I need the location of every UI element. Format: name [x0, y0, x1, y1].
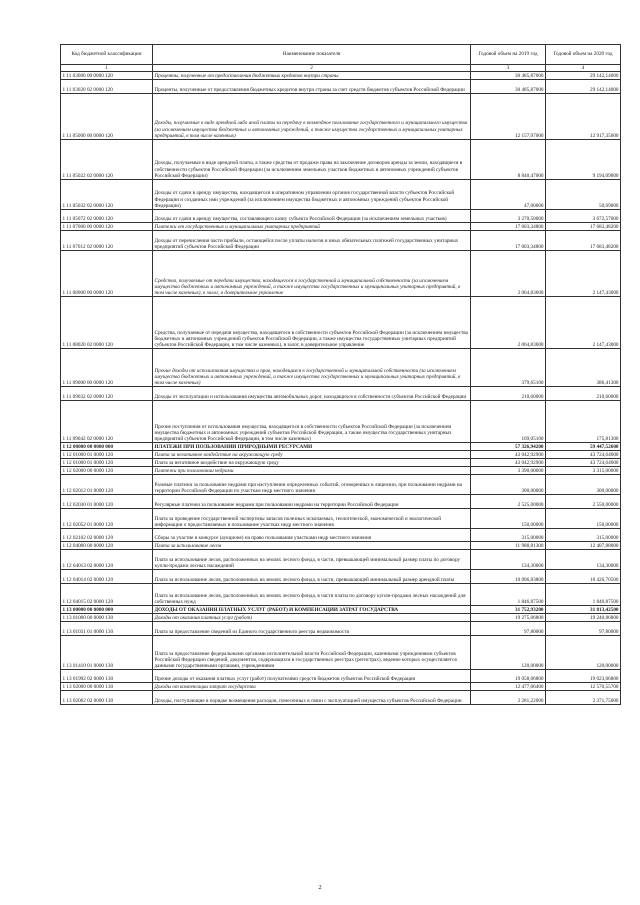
row-code: 1 12 00000 00 0000 000 — [61, 443, 153, 451]
row-name: Доходы от сдачи в аренду имущества, находящегося в оперативном управлении органов государственной власти субъектов Российской Федерации и созданных ими учреждений (за исключением имущества бюджетных и автономных учреждений субъектов Российской Федерации) — [153, 180, 471, 210]
row-value-2020: 19 240,86800 — [546, 614, 621, 622]
row-value-2020: 300,00000 — [546, 475, 621, 495]
row-value-2019: 43 042,92900 — [471, 451, 546, 459]
table-row — [61, 570, 621, 584]
row-value-2019: 47,00000 — [471, 180, 546, 210]
row-name: Доходы от перечисления части прибыли, остающейся после уплаты налогов и иных обязательных платежей государственных унитарных предприятий субъектов Российской Федерации — [153, 231, 471, 251]
row-name: Плата за негативное воздействие на окружающую среду — [153, 459, 471, 467]
row-value-2019: 1 846,87500 — [471, 584, 546, 606]
row-value-2019: 57 326,94200 — [471, 443, 546, 451]
row-code: 1 13 01031 01 0000 130 — [61, 622, 153, 636]
table-row — [61, 606, 621, 614]
row-code: 1 11 07012 02 0000 120 — [61, 231, 153, 251]
row-value-2020: 2 371,75000 — [546, 691, 621, 705]
row-name: Сборы за участие в конкурсе (аукционе) на право пользования участками недр местного значения — [153, 529, 471, 542]
row-value-2019: 12 477,06400 — [471, 683, 546, 691]
row-value-2019: 11 988,81300 — [471, 542, 546, 550]
row-value-2019: 134,30000 — [471, 550, 546, 570]
column-header-2020: Годовой объем на 2020 год — [546, 45, 621, 65]
row-value-2019: 300,00000 — [471, 475, 546, 495]
table-row — [61, 180, 621, 210]
row-code: 1 12 01000 01 0000 120 — [61, 459, 153, 467]
row-code: 1 12 01000 01 0000 120 — [61, 451, 153, 459]
row-code: 1 12 04000 00 0000 120 — [61, 542, 153, 550]
table-row — [61, 622, 621, 636]
row-code: 1 11 09032 02 0000 120 — [61, 387, 153, 401]
row-code: 1 11 08020 02 0000 120 — [61, 297, 153, 349]
row-name: Прочие поступления от использования имущества, находящегося в собственности субъектов Российской Федерации (за исключением имущества бюджетных и автономных учреждений субъектов Российской Федерации, а также имущества государственных унитарных предприятий субъектов Российской Федерации, в том числе казенных) — [153, 401, 471, 443]
row-name: Плата за использование лесов — [153, 542, 471, 550]
row-code: 1 11 05022 02 0000 120 — [61, 140, 153, 180]
row-value-2019: 3 390,00000 — [471, 467, 546, 475]
row-value-2019: 43 042,92900 — [471, 459, 546, 467]
row-value-2020: 120,00000 — [546, 636, 621, 670]
table-row — [61, 231, 621, 251]
column-number-1: 1 — [61, 65, 153, 72]
row-code: 1 11 05032 02 0000 120 — [61, 180, 153, 210]
table-row — [61, 584, 621, 606]
row-code: 1 11 07000 00 0000 120 — [61, 223, 153, 231]
table-row — [61, 443, 621, 451]
row-value-2020: 12 917,35000 — [546, 94, 621, 140]
table-row — [61, 475, 621, 495]
row-value-2020: 31 813,42500 — [546, 606, 621, 614]
row-value-2020: 29 142,14000 — [546, 80, 621, 94]
row-code: 1 13 02000 00 0000 130 — [61, 683, 153, 691]
row-value-2019: 210,60000 — [471, 387, 546, 401]
row-value-2020: 29 142,14000 — [546, 72, 621, 80]
row-value-2019: 19 275,06800 — [471, 614, 546, 622]
row-code: 1 11 03000 00 0000 120 — [61, 72, 153, 80]
row-value-2020: 9 194,09000 — [546, 140, 621, 180]
row-code: 1 12 02012 01 0000 120 — [61, 475, 153, 495]
row-name: Доходы, поступающие в порядке возмещения расходов, понесенных в связи с эксплуатацией имущества субъектов Российской Федерации — [153, 691, 471, 705]
row-code: 1 13 01410 01 0000 130 — [61, 636, 153, 670]
row-name: Доходы от эксплуатации и использования имущества автомобильных дорог, находящихся в собственности субъектов Российской Федерации — [153, 387, 471, 401]
header-row — [61, 45, 621, 65]
table-row — [61, 467, 621, 475]
row-code: 1 12 02000 00 0000 120 — [61, 467, 153, 475]
row-code: 1 11 05072 02 0000 120 — [61, 210, 153, 223]
row-name: Доходы, получаемые в виде арендной платы, а также средства от продажи права на заключение договоров аренды за земли, находящиеся в собственности субъектов Российской Федерации (за исключением земельных участков бюджетных и автономных учреждений субъектов Российской Федерации) — [153, 140, 471, 180]
row-name: Прочие доходы от использования имущества и прав, находящихся в государственной и муниципальной собственности (за исключением имущества бюджетных и автономных учреждений, а также имущества государственных и муниципальных унитарных предприятий, в том числе казенных) — [153, 349, 471, 387]
row-value-2020: 175,81300 — [546, 401, 621, 443]
table-row — [61, 251, 621, 297]
row-value-2020: 386,41300 — [546, 349, 621, 387]
row-value-2019: 2 064,83600 — [471, 251, 546, 297]
row-name: Проценты, полученные от предоставления бюджетных кредитов внутри страны — [153, 72, 471, 80]
row-name: Доходы от компенсации затрат государства — [153, 683, 471, 691]
row-value-2019: 30 485,87000 — [471, 80, 546, 94]
column-number-2: 2 — [153, 65, 471, 72]
table-row — [61, 542, 621, 550]
row-value-2019: 315,00000 — [471, 529, 546, 542]
row-value-2019: 2 281,22000 — [471, 691, 546, 705]
table-row — [61, 495, 621, 509]
row-name: Плата за негативное воздействие на окружающую среду — [153, 451, 471, 459]
row-name: Плата за использование лесов, расположенных на землях лесного фонда, в части, превышающей минимальный размер арендной платы — [153, 570, 471, 584]
row-value-2019: 17 003,34800 — [471, 231, 546, 251]
row-value-2019: 8 840,47000 — [471, 140, 546, 180]
revenue-table — [60, 44, 621, 705]
row-code: 1 12 04013 02 0000 120 — [61, 550, 153, 570]
table-row — [61, 80, 621, 94]
table-body — [61, 72, 621, 705]
row-code: 1 13 01992 02 0000 130 — [61, 670, 153, 683]
row-value-2020: 19 023,06800 — [546, 670, 621, 683]
row-value-2019: 150,00000 — [471, 509, 546, 529]
row-code: 1 12 02030 01 0000 120 — [61, 495, 153, 509]
row-code: 1 13 00000 00 0000 000 — [61, 606, 153, 614]
row-value-2020: 3 315,00000 — [546, 467, 621, 475]
table-row — [61, 387, 621, 401]
row-name: Плата за использование лесов, расположенных на землях лесного фонда, в части, превышающей минимальный размер платы по договору купли-продажи лесных насаждений — [153, 550, 471, 570]
row-name: Платежи от государственных и муниципальных унитарных предприятий — [153, 223, 471, 231]
row-value-2020: 97,80000 — [546, 622, 621, 636]
row-name: Платежи при пользовании недрами — [153, 467, 471, 475]
row-value-2019: 2 064,83600 — [471, 297, 546, 349]
table-row — [61, 94, 621, 140]
row-value-2019: 30 485,87000 — [471, 72, 546, 80]
row-value-2019: 10 006,83800 — [471, 570, 546, 584]
row-value-2019: 19 058,06800 — [471, 670, 546, 683]
table-row — [61, 451, 621, 459]
table-row — [61, 72, 621, 80]
row-name: Доходы от сдачи в аренду имущества, составляющего казну субъекта Российской Федерации (за исключением земельных участков) — [153, 210, 471, 223]
row-value-2019: 120,00000 — [471, 636, 546, 670]
table-row — [61, 691, 621, 705]
table-row — [61, 683, 621, 691]
row-code: 1 13 01000 00 0000 130 — [61, 614, 153, 622]
row-name: Плата за проведение государственной экспертизы запасов полезных ископаемых, геологической, экономической и экологической информации о предоставляемых в пользование участках недр местного значения — [153, 509, 471, 529]
table-row — [61, 509, 621, 529]
row-name: Проценты, полученные от предоставления бюджетных кредитов внутри страны за счет средств бюджетов субъектов Российской Федерации — [153, 80, 471, 94]
row-value-2020: 315,00000 — [546, 529, 621, 542]
row-value-2019: 12 157,97000 — [471, 94, 546, 140]
column-header-2019: Годовой объем на 2019 год — [471, 45, 546, 65]
table-row — [61, 670, 621, 683]
row-name: Плата за предоставление сведений из Единого государственного реестра недвижимости — [153, 622, 471, 636]
row-value-2019: 169,05100 — [471, 401, 546, 443]
row-code: 1 11 09000 00 0000 120 — [61, 349, 153, 387]
row-value-2020: 1 846,87500 — [546, 584, 621, 606]
row-code: 1 12 04014 02 0000 120 — [61, 570, 153, 584]
row-value-2019: 2 525,00000 — [471, 495, 546, 509]
row-value-2020: 210,60000 — [546, 387, 621, 401]
row-name: Разовые платежи за пользование недрами при наступлении определенных событий, оговоренных в лицензии, при пользовании недрами на территории Российской Федерации по участкам недр местного значения — [153, 475, 471, 495]
row-name: Регулярные платежи за пользование недрами при пользовании недрами на территории Российской Федерации — [153, 495, 471, 509]
row-value-2019: 31 752,93200 — [471, 606, 546, 614]
table-row — [61, 349, 621, 387]
row-code: 1 11 08000 00 0000 120 — [61, 251, 153, 297]
row-name: ПЛАТЕЖИ ПРИ ПОЛЬЗОВАНИИ ПРИРОДНЫМИ РЕСУРСАМИ — [153, 443, 471, 451]
row-value-2020: 59 447,52600 — [546, 443, 621, 451]
row-name: Прочие доходы от оказания платных услуг (работ) получателями средств бюджетов субъектов Российской Федерации — [153, 670, 471, 683]
table-row — [61, 401, 621, 443]
row-value-2020: 43 724,64600 — [546, 451, 621, 459]
row-code: 1 12 02102 02 0000 120 — [61, 529, 153, 542]
row-value-2020: 2 147,43000 — [546, 297, 621, 349]
column-number-4: 4 — [546, 65, 621, 72]
column-number-row — [61, 65, 621, 72]
row-value-2019: 3 270,50000 — [471, 210, 546, 223]
row-value-2020: 43 724,64600 — [546, 459, 621, 467]
row-name: Средства, получаемые от передачи имущества, находящегося в государственной и муниципальной собственности (за исключением имущества бюджетных и автономных учреждений, а также имущества государственных и муниципальных унитарных предприятий, в том числе казенных), в залог, в доверительное управление — [153, 251, 471, 297]
row-value-2019: 379,65100 — [471, 349, 546, 387]
row-name: Доходы, получаемые в виде арендной либо иной платы за передачу в возмездное пользование государственного и муниципального имущества (за исключением имущества бюджетных и автономных учреждений, а также имущества государственных и муниципальных унитарных предприятий, в том числе казенных) — [153, 94, 471, 140]
row-code: 1 11 03020 02 0000 120 — [61, 80, 153, 94]
table-row — [61, 140, 621, 180]
page-number: 2 — [318, 884, 322, 891]
row-value-2020: 3 672,57000 — [546, 210, 621, 223]
table-row — [61, 459, 621, 467]
row-value-2020: 150,00000 — [546, 509, 621, 529]
row-value-2019: 97,80000 — [471, 622, 546, 636]
row-value-2020: 10 426,70500 — [546, 570, 621, 584]
table-row — [61, 223, 621, 231]
row-name: ДОХОДЫ ОТ ОКАЗАНИЯ ПЛАТНЫХ УСЛУГ (РАБОТ) И КОМПЕНСАЦИИ ЗАТРАТ ГОСУДАРСТВА — [153, 606, 471, 614]
row-name: Плата за предоставление федеральными органами исполнительной власти Российской Федерации, казенными учреждениями субъектов Российской Федерации сведений, документов, содержащихся в государственных реестрах (регистрах), ведение которых осуществляется данными государственными органами, учреждениями — [153, 636, 471, 670]
table-row — [61, 636, 621, 670]
table-row — [61, 614, 621, 622]
row-code: 1 13 02062 02 0000 130 — [61, 691, 153, 705]
row-name: Доходы от оказания платных услуг (работ) — [153, 614, 471, 622]
row-value-2020: 2 147,43000 — [546, 251, 621, 297]
row-value-2020: 134,30000 — [546, 550, 621, 570]
row-code: 1 11 09042 02 0000 120 — [61, 401, 153, 443]
row-code: 1 12 04015 02 0000 120 — [61, 584, 153, 606]
table-row — [61, 297, 621, 349]
row-code: 1 11 05000 00 0000 120 — [61, 94, 153, 140]
table-row — [61, 529, 621, 542]
table-row — [61, 550, 621, 570]
table-row — [61, 210, 621, 223]
row-value-2019: 17 003,34800 — [471, 223, 546, 231]
row-code: 1 12 02052 01 0000 120 — [61, 509, 153, 529]
row-value-2020: 17 683,48200 — [546, 223, 621, 231]
row-value-2020: 12 570,55700 — [546, 683, 621, 691]
column-header-code: Код бюджетной классификации — [61, 45, 153, 65]
row-value-2020: 2 550,00000 — [546, 495, 621, 509]
row-value-2020: 50,69000 — [546, 180, 621, 210]
row-name: Средства, получаемые от передачи имущества, находящегося в собственности субъектов Российской Федерации (за исключением имущества бюджетных и автономных учреждений субъектов Российской Федерации, а также имущества государственных унитарных предприятий субъектов Российской Федерации, в том числе казенных), в залог, в доверительное управление — [153, 297, 471, 349]
column-number-3: 3 — [471, 65, 546, 72]
row-value-2020: 17 683,48200 — [546, 231, 621, 251]
row-name: Плата за использование лесов, расположенных на землях лесного фонда, в части платы по договору купли-продажи лесных насаждений для собственных нужд — [153, 584, 471, 606]
column-header-name: Наименование показателя — [153, 45, 471, 65]
row-value-2020: 12 407,88000 — [546, 542, 621, 550]
